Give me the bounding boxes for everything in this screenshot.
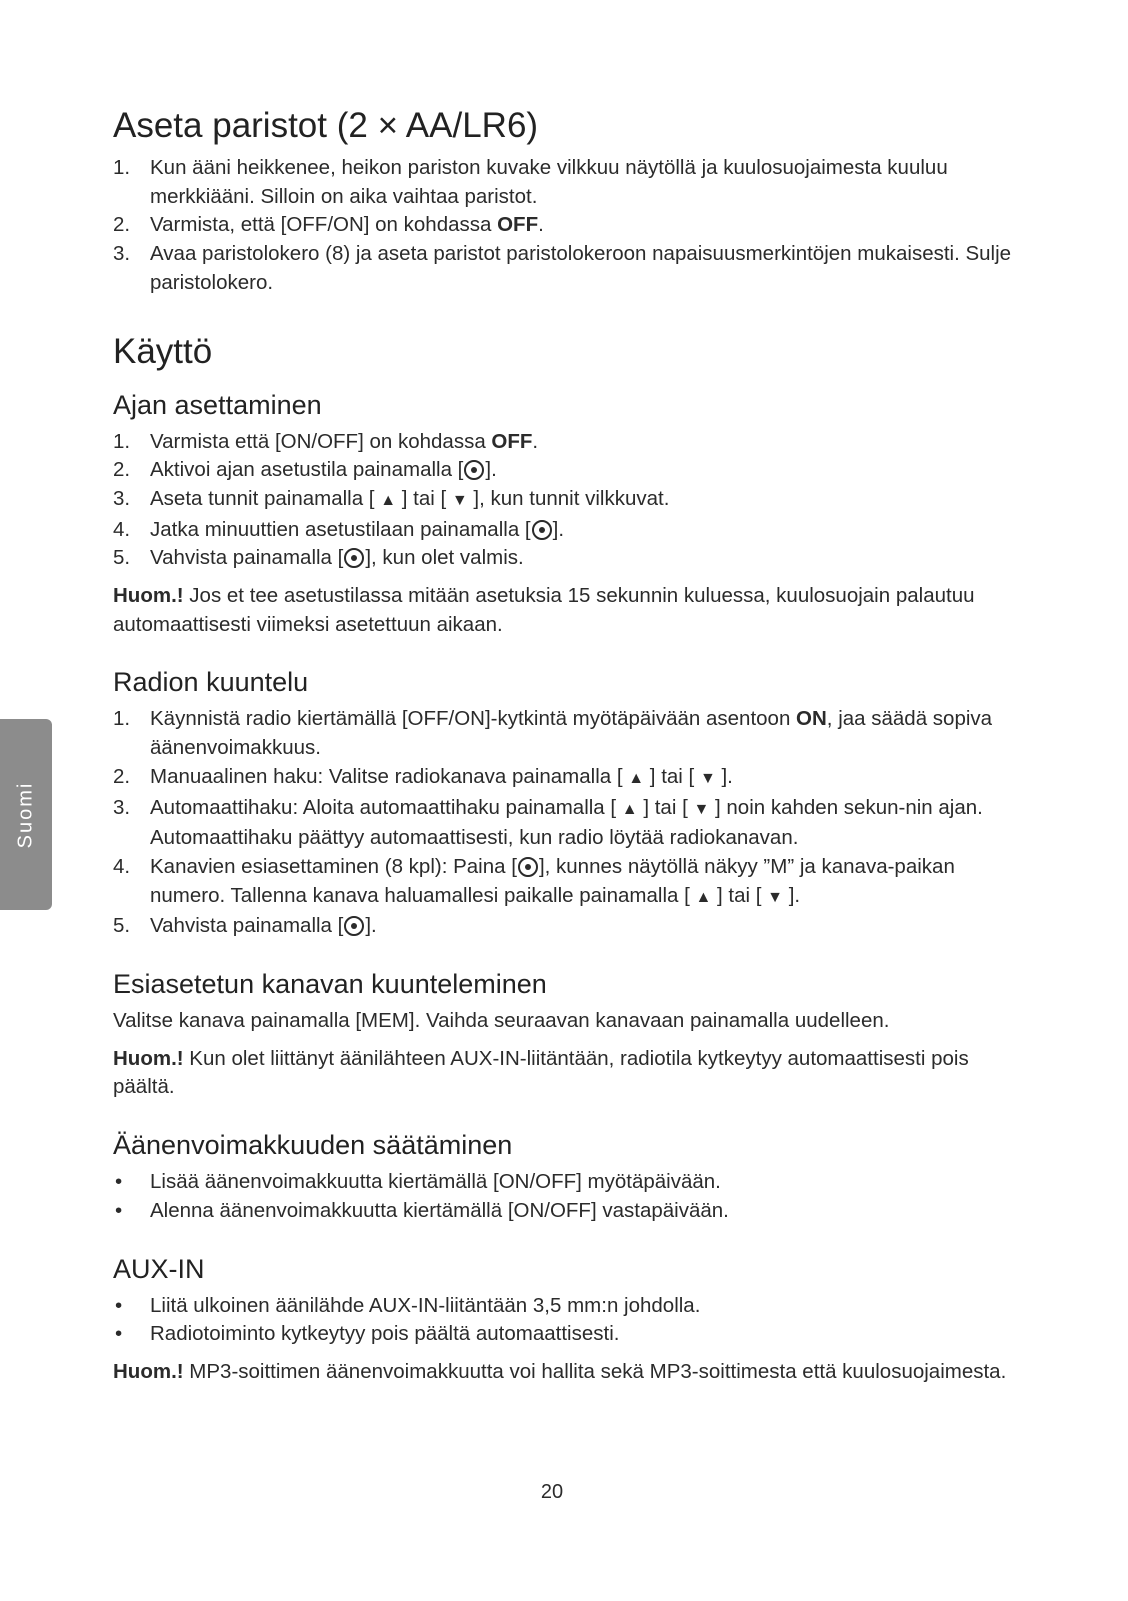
aux-list [113,1292,1013,1349]
aux-note: Huom.! MP3-soittimen äänenvoimakkuutta voi hallita sekä MP3-soittimesta että kuulosuojaimesta. [113,1359,1007,1383]
list-item: 1. Varmista että [ON/OFF] on kohdassa OFF. [113,429,539,453]
heading-batteries: Aseta paristot (2 × AA/LR6) [113,106,539,145]
list-item: 2. Varmista, että [OFF/ON] on kohdassa OFF. [113,213,544,237]
up-arrow-icon: ▲ [621,800,638,818]
list-item: • Liitä ulkoinen äänilähde AUX-IN-liitäntään 3,5 mm:n johdolla. [115,1293,701,1317]
preset-note: Huom.! Kun olet liittänyt äänilähteen AUX-IN-liitäntään, radiotila kytkeytyy automaattisesti pois päältä. [113,1046,969,1099]
list-item: 2. Manuaalinen haku: Valitse radiokanava painamalla [ ▲ ] tai [ ▼ ]. [113,764,733,788]
list-item: • Alenna äänenvoimakkuutta kiertämällä [ON/OFF] vastapäivään. [115,1198,729,1222]
list-item: 4. Jatka minuuttien asetustilaan painamalla [ ]. [113,517,565,541]
volume-list [113,1168,1013,1225]
down-arrow-icon: ▼ [767,888,783,906]
down-arrow-icon: ▼ [699,769,716,787]
heading-preset: Esiasetetun kanavan kuunteleminen [113,969,547,1000]
list-item: 3. Aseta tunnit painamalla [ ▲ ] tai [ ▼ ], kun tunnit vilkkuvat. [113,486,670,510]
circle-dot-button-icon [532,520,552,540]
circle-dot-button-icon [344,548,364,568]
language-label: Suomi [14,781,37,848]
time-note: Huom.! Jos et tee asetustilassa mitään asetuksia 15 sekunnin kuluessa, kuulosuojain palautuu automaattisesti viimeksi asetettuun aikaan. [113,584,975,636]
up-arrow-icon: ▲ [695,888,712,906]
list-item: 1. Kun ääni heikkenee, heikon pariston kuvake vilkkuu näytöllä ja kuulosuojaimesta kuuluu merkkiääni. Silloin on aika vaihtaa paristot. [113,156,948,208]
down-arrow-icon: ▼ [451,491,468,509]
list-item: • Radiotoiminto kytkeytyy pois päältä automaattisesti. [115,1322,620,1346]
heading-usage: Käyttö [113,331,213,371]
language-side-tab [0,719,52,910]
list-item: 5. Vahvista painamalla [ ]. [113,914,377,938]
heading-aux-in: AUX-IN [113,1253,205,1284]
list-item: 3. Automaattihaku: Aloita automaattihaku painamalla [ ▲ ] tai [ ▼ ] noin kahden sekun-nin ajan. Automaattihaku päättyy automaattisesti, kun radio löytää radiokanavan. [113,795,983,850]
manual-page [113,104,1013,1387]
list-item: 4. Kanavien esiasettaminen (8 kpl): Paina [ ], kunnes näytöllä näkyy ”M” ja kanava-paikan numero. Tallenna kanava haluamallesi paikalle painamalla [ ▲ ] tai [ ▼ ]. [113,854,955,907]
list-item: 1. Käynnistä radio kiertämällä [OFF/ON]-kytkintä myötäpäivään asentoon ON, jaa säädä sopiva äänenvoimakkuus. [113,707,993,760]
list-item: • Lisää äänenvoimakkuutta kiertämällä [ON/OFF] myötäpäivään. [115,1170,721,1194]
down-arrow-icon: ▼ [693,800,710,818]
circle-dot-button-icon [518,857,538,877]
preset-text: Valitse kanava painamalla [MEM]. Vaihda seuraavan kanavaan painamalla uudelleen. [113,1009,890,1033]
battery-steps [113,154,1013,298]
page-number: 20 [540,1481,564,1503]
heading-time-setting: Ajan asettaminen [113,389,322,420]
circle-dot-button-icon [344,916,364,936]
list-item: 5. Vahvista painamalla [ ], kun olet valmis. [113,546,524,570]
list-item: 2. Aktivoi ajan asetustila painamalla [ ]. [113,458,497,482]
list-item: 3. Avaa paristolokero (8) ja aseta paristot paristolokeroon napaisuusmerkintöjen mukaisesti. Sulje paristolokero. [113,242,1012,294]
heading-volume: Äänenvoimakkuuden säätäminen [113,1130,513,1161]
circle-dot-button-icon [464,460,484,480]
heading-radio: Radion kuuntelu [113,667,309,698]
radio-steps [113,705,1013,941]
up-arrow-icon: ▲ [628,769,645,787]
up-arrow-icon: ▲ [380,491,397,509]
time-steps [113,428,1013,574]
